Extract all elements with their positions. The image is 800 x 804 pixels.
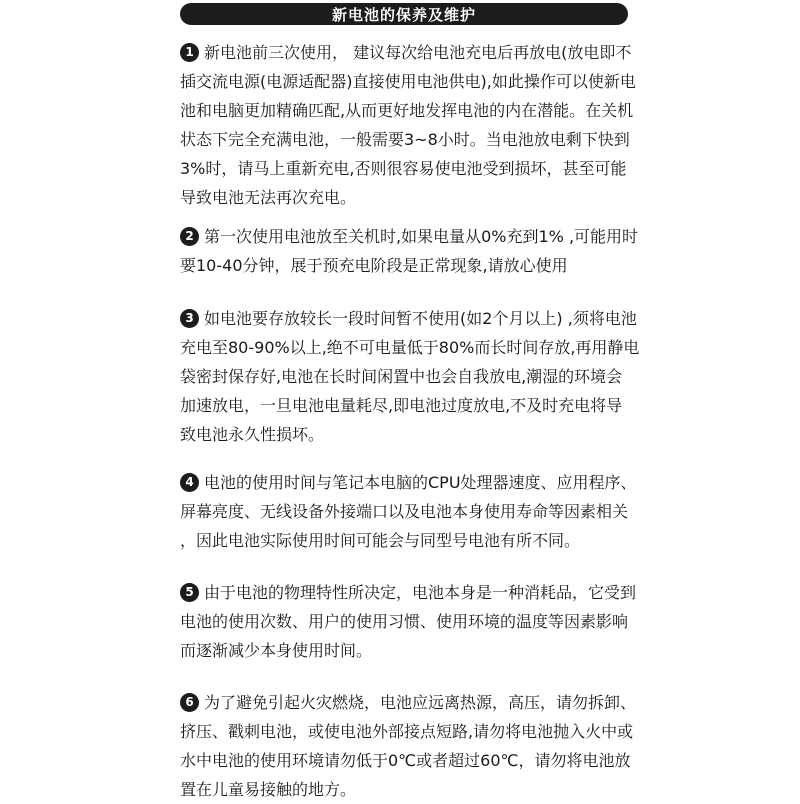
number-badge: 6 <box>180 693 199 712</box>
care-section-1 <box>180 38 640 212</box>
section-text: 新电池前三次使用， 建议每次给电池充电后再放电(放电即不 插交流电源(电源适配器)直接使用电池供电),如此操作可以使新电 池和电脑更加精确匹配,从而更好地发挥电池的内在潜能。在关机 状态下完全充满电池，一般需要3~8小时。当电池放电剩下快到 3%时，请马上重新充电,否则很容易使电池受到损坏，甚至可能 导致电池无法再次充电。 <box>180 43 636 207</box>
section-text: 第一次使用电池放至关机时,如果电量从0%充到1% ,可能用时 要10-40分钟，展于预充电阶段是正常现象,请放心使用 <box>180 227 639 275</box>
care-section-3 <box>180 304 640 449</box>
care-section-5 <box>180 578 640 665</box>
page-title: 新电池的保养及维护 <box>331 5 476 24</box>
care-section-2 <box>180 222 640 280</box>
number-badge: 5 <box>180 583 199 602</box>
number-badge: 3 <box>180 309 199 328</box>
number-badge: 2 <box>180 227 199 246</box>
section-text: 由于电池的物理特性所决定，电池本身是一种消耗品，它受到 电池的使用次数、用户的使用习惯、使用环境的温度等因素影响 而逐渐减少本身使用时间。 <box>180 583 637 660</box>
care-section-6 <box>180 688 640 804</box>
number-badge: 4 <box>180 473 199 492</box>
number-badge: 1 <box>180 43 199 62</box>
care-section-4 <box>180 468 640 555</box>
section-text: 如电池要存放较长一段时间暂不使用(如2个月以上) ,须将电池 充电至80-90%以上,绝不可电量低于80%而长时间存放,再用静电 袋密封保存好,电池在长时间闲置中也会自我放电,潮湿的环境会 加速放电，一旦电池电量耗尽,即电池过度放电,不及时充电将导 致电池永久性损坏。 <box>180 309 640 444</box>
header-bar <box>180 3 628 25</box>
section-text: 电池的使用时间与笔记本电脑的CPU处理器速度、应用程序、 屏幕亮度、无线设备外接端口以及电池本身使用寿命等因素相关 ，因此电池实际使用时间可能会与同型号电池有所不同。 <box>180 473 637 550</box>
section-text: 为了避免引起火灾燃烧，电池应远离热源，高压，请勿拆卸、 挤压、戳刺电池，或使电池外部接点短路,请勿将电池抛入火中或 水中电池的使用环境请勿低于0℃或者超过60℃，请勿将电池放 置在儿童易接触的地方。 <box>180 693 637 799</box>
